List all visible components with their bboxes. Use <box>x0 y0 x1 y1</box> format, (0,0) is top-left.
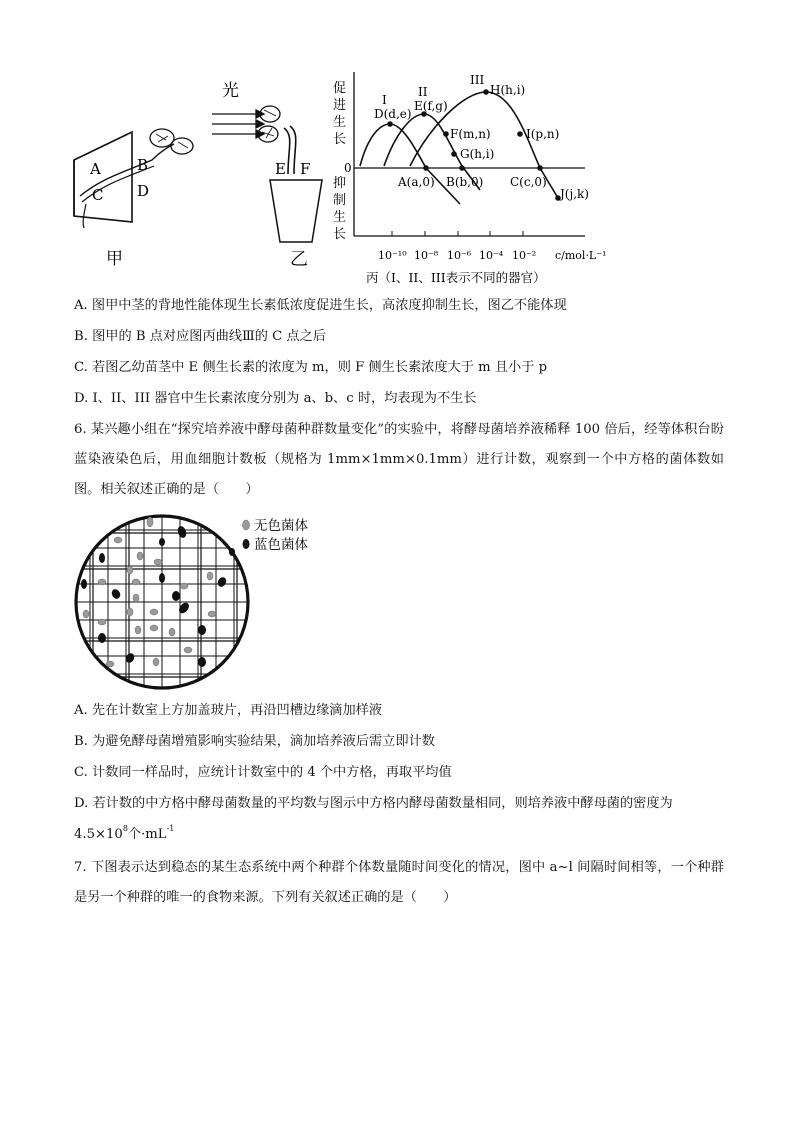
figure-bing <box>330 66 620 290</box>
x-tick-4: 10⁻² <box>512 249 537 262</box>
q6-option-d-line1: D. 若计数的中方格中酵母菌数量的平均数与图示中方格内酵母菌数量相同，则培养液中酵母菌的密度为 <box>74 796 673 811</box>
figure-jia-label: 甲 <box>106 249 123 269</box>
figure-yi <box>206 76 336 271</box>
side-label-f: F <box>300 160 311 178</box>
q5-option-d: D. I、II、III 器官中生长素浓度分别为 a、b、c 时，均表现为不生长 <box>74 391 477 406</box>
letter-b: B <box>137 156 149 174</box>
point-label-i: I(p,n) <box>526 127 560 141</box>
point-label-c: C(c,0) <box>510 175 547 189</box>
y-promote-3: 生 <box>333 115 347 130</box>
point-label-j: J(j,k) <box>560 187 589 201</box>
q5-option-b: B. 图甲的 B 点对应图丙曲线Ⅲ的 C 点之后 <box>74 329 326 344</box>
x-tick-3: 10⁻⁴ <box>479 249 504 262</box>
figure-jia <box>62 118 202 278</box>
q5-option-c: C. 若图乙幼苗茎中 E 侧生长素的浓度为 m，则 F 侧生长素浓度大于 m 且小于 p <box>74 360 548 375</box>
curve-label-i: I <box>382 93 387 107</box>
point-label-d: D(d,e) <box>374 107 412 121</box>
side-label-e: E <box>275 160 286 178</box>
letter-d: D <box>137 182 150 200</box>
light-label: 光 <box>222 81 239 101</box>
y-inhibit-4: 长 <box>333 227 347 242</box>
y-inhibit-2: 制 <box>333 193 347 208</box>
point-label-h: H(h,i) <box>490 83 526 97</box>
q6-option-b: B. 为避免酵母菌增殖影响实验结果，滴加培养液后需立即计数 <box>74 734 435 749</box>
letter-a: A <box>90 160 101 178</box>
curve-label-iii: III <box>470 73 485 87</box>
letter-c: C <box>92 186 104 204</box>
x-tick-0: 10⁻¹⁰ <box>378 249 407 262</box>
q7-stem: 7. 下图表示达到稳态的某生态系统中两个种群个体数量随时间变化的情况，图中 a~l 间隔时间相等，一个种群是另一个种群的唯一的食物来源。下列有关叙述正确的是（ ） <box>74 860 724 905</box>
y-label-inhibit <box>333 175 346 242</box>
curve-label-ii: II <box>418 85 428 99</box>
point-label-b: B(b,0) <box>446 175 484 189</box>
x-tick-1: 10⁻⁸ <box>414 249 439 262</box>
y-promote-1: 促 <box>333 81 347 96</box>
point-label-f: F(m,n) <box>450 127 491 141</box>
legend-colorless: 无色菌体 <box>254 518 308 534</box>
point-label-e: E(f,g) <box>414 99 448 113</box>
density-exponent: 8 <box>122 824 128 833</box>
x-tick-2: 10⁻⁶ <box>447 249 472 262</box>
figure-bing-caption: 丙（I、II、III表示不同的器官） <box>366 270 546 285</box>
point-label-a: A(a,0) <box>398 175 435 189</box>
density-unit-exponent: -1 <box>166 824 175 833</box>
y-inhibit-1: 抑 <box>333 176 347 191</box>
y-inhibit-3: 生 <box>333 210 347 225</box>
y-promote-2: 进 <box>333 98 347 113</box>
legend-blue: 蓝色菌体 <box>254 537 308 553</box>
x-unit: c/mol·L⁻¹ <box>555 249 607 262</box>
point-label-g: G(h,i) <box>460 147 495 161</box>
q6-option-a: A. 先在计数室上方加盖玻片，再沿凹槽边缘滴加样液 <box>74 703 383 718</box>
q5-option-a: A. 图甲中茎的背地性能体现生长素低浓度促进生长，高浓度抑制生长，图乙不能体现 <box>74 298 567 313</box>
figure-yi-label: 乙 <box>290 249 308 270</box>
q6-stem: 6. 某兴趣小组在“探究培养液中酵母菌种群数量变化”的实验中，将酵母菌培养液稀释 100 倍后，经等体积台盼蓝染液染色后，用血细胞计数板（规格为 1mm×1mm×0.1mm）进行计数，观察到一个中方格的菌体数如图。相关叙述正确的是（ ） <box>74 422 724 497</box>
density-base: 4.5×10 <box>74 827 123 842</box>
q6-option-d-line2 <box>74 826 174 844</box>
y-label-promote <box>333 81 346 147</box>
q6-option-c: C. 计数同一样品时，应统计计数室中的 4 个中方格，再取平均值 <box>74 765 452 780</box>
density-unit: 个·mL <box>127 827 167 842</box>
y-promote-4: 长 <box>333 132 347 147</box>
counting-chamber-figure <box>72 512 332 692</box>
zero-label: 0 <box>344 161 352 175</box>
